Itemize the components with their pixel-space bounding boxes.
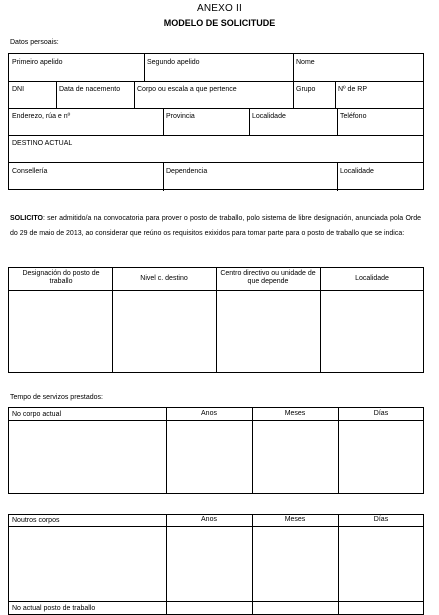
- annex-label: ANEXO II: [197, 3, 242, 14]
- years-header-2: Anos: [201, 516, 217, 523]
- other-corps-table: [8, 514, 424, 615]
- months-header-2: Meses: [284, 516, 306, 523]
- document-title: MODELO DE SOLICITUDE: [163, 18, 276, 28]
- request-text: : ser admitido/a na convocatoria para prover o posto de traballo, polo sistema de libre designación, anunciada pola Orde do 29 de maio de 2013, ao considerar que reúno os requisitos exixidos para tomar parte para o posto de traballo que se indica:: [10, 215, 421, 237]
- destination-locality-field[interactable]: Localidade: [340, 168, 374, 175]
- second-surname-field[interactable]: Segundo apelido: [147, 59, 200, 66]
- personal-data-label: Datos persoais:: [10, 39, 59, 46]
- name-field[interactable]: Nome: [296, 59, 315, 66]
- years-header: Anos: [201, 410, 217, 417]
- birth-date-field[interactable]: Data de nacemento: [59, 86, 121, 93]
- months-header: Meses: [284, 410, 306, 417]
- days-header-2: Días: [373, 516, 389, 523]
- request-paragraph: [10, 211, 421, 241]
- group-field[interactable]: Grupo: [296, 86, 316, 93]
- current-post-row-label: No actual posto de traballo: [12, 605, 96, 612]
- first-surname-field[interactable]: Primeiro apelido: [12, 59, 63, 66]
- service-time-label: Tempo de servizos prestados:: [10, 394, 103, 401]
- dni-field[interactable]: DNI: [12, 86, 25, 93]
- directive-centre-header: Centro directivo ou unidade de que depende: [220, 270, 316, 285]
- corps-field[interactable]: Corpo ou escala a que pertence: [137, 86, 237, 93]
- current-destination-label: DESTINO ACTUAL: [12, 140, 73, 147]
- rp-number-field[interactable]: Nº de RP: [338, 86, 368, 93]
- ministry-field[interactable]: Consellería: [12, 168, 48, 175]
- dependency-field[interactable]: Dependencia: [166, 168, 208, 175]
- phone-field[interactable]: Teléfono: [340, 113, 367, 120]
- request-lead: SOLICITO: [10, 215, 43, 222]
- other-corps-header: Noutros corpos: [12, 517, 60, 524]
- current-corps-table: [8, 407, 424, 494]
- personal-data-table: [8, 53, 424, 190]
- post-table: [8, 267, 424, 373]
- locality-field[interactable]: Localidade: [252, 113, 286, 120]
- address-field[interactable]: Enderezo, rúa e nº: [12, 113, 71, 120]
- province-field[interactable]: Provincia: [166, 113, 195, 120]
- days-header: Días: [373, 410, 389, 417]
- post-designation-header: Designación do posto de traballo: [22, 270, 100, 285]
- current-corps-header: No corpo actual: [12, 411, 62, 418]
- level-header: Nivel c. destino: [140, 275, 188, 282]
- post-locality-header: Localidade: [355, 275, 389, 282]
